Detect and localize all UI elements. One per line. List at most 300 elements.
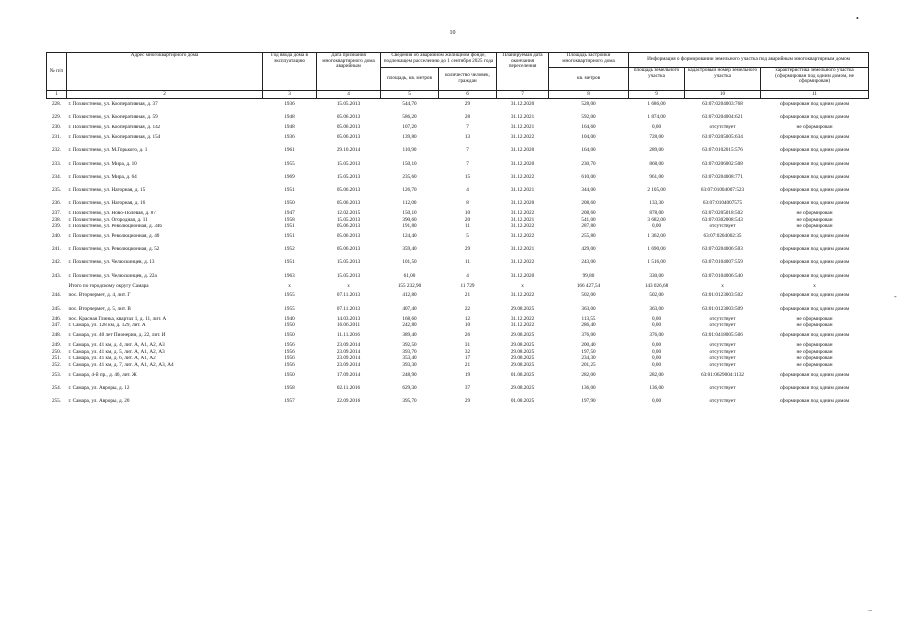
row-planned-date: 29.08.2025 bbox=[510, 361, 535, 368]
row-emergency-date: 15.05.2013 bbox=[336, 272, 361, 279]
row-fund-area: 395,70 bbox=[402, 397, 417, 404]
row-cadastre: 63:07:0204004:621 bbox=[702, 114, 743, 121]
row-cadastre: 63:07:0104007575 bbox=[702, 200, 743, 207]
row-land-area: 133,30 bbox=[649, 200, 664, 207]
row-fund-area: 629,30 bbox=[402, 384, 417, 391]
row-cadastre: 63:01:0123003:509 bbox=[702, 305, 743, 312]
row-fund-area: 112,00 bbox=[402, 200, 417, 207]
row-address: г. Похвистнево, ул. Нагорная, д. 15 bbox=[68, 186, 146, 193]
row-emergency-date: 17.09.2014 bbox=[336, 371, 361, 378]
row-year: x bbox=[288, 282, 291, 289]
row-build-area: 197,90 bbox=[581, 397, 596, 404]
row-cadastre: 63:07:0102015:576 bbox=[702, 147, 743, 154]
row-planned-date: 31.12.2022 bbox=[510, 259, 535, 266]
row-emergency-date: 12.02.2015 bbox=[336, 210, 361, 217]
row-year: 1957 bbox=[284, 397, 295, 404]
row-land-area: 2 105,00 bbox=[647, 186, 666, 193]
row-land-char: сформирован под одним домом bbox=[779, 246, 850, 253]
row-fund-area: 168,60 bbox=[402, 315, 417, 322]
table-row bbox=[47, 99, 869, 112]
row-cadastre: отсутствует bbox=[709, 361, 736, 368]
row-land-char: не сформирован bbox=[796, 124, 833, 131]
table-row bbox=[47, 329, 869, 342]
table-row bbox=[47, 125, 869, 132]
row-cadastre: 63:07:0205018:502 bbox=[702, 210, 743, 217]
row-people: 20 bbox=[464, 216, 471, 223]
header-build-area: Площадь застройки многоквартирного дома bbox=[549, 53, 629, 68]
row-build-area: 208,60 bbox=[581, 200, 596, 207]
row-year: 1952 bbox=[284, 246, 295, 253]
table-row bbox=[47, 257, 869, 270]
row-year: 1951 bbox=[284, 233, 295, 240]
row-people: 32 bbox=[464, 348, 471, 355]
table-row bbox=[47, 362, 869, 369]
table-row bbox=[47, 145, 869, 158]
row-year: 1958 bbox=[284, 216, 295, 223]
row-planned-date: 31.12.2022 bbox=[510, 210, 535, 217]
row-year: 1951 bbox=[284, 259, 295, 266]
row-address: г. Похвистнево, ул. Революционная, д. 52 bbox=[68, 246, 160, 253]
row-build-area: 201,25 bbox=[581, 361, 596, 368]
row-number: 235. bbox=[51, 186, 62, 193]
row-people: 12 bbox=[464, 315, 471, 322]
row-land-area: 0,00 bbox=[651, 361, 662, 368]
row-build-area: 136,00 bbox=[581, 384, 596, 391]
row-address: г. Самара, ул. 41 км, д. 4, лит. А, А1, А2, А3 bbox=[68, 342, 165, 348]
row-planned-date: 31.12.2022 bbox=[510, 315, 535, 322]
margin-mark-middle: - bbox=[894, 292, 897, 301]
row-number: 244. bbox=[51, 292, 62, 299]
row-address: Итого по городскому округу Самара bbox=[68, 283, 149, 289]
row-people: 22 bbox=[464, 305, 471, 312]
row-emergency-date: 02.11.2016 bbox=[336, 384, 361, 391]
row-build-area: 164,60 bbox=[581, 124, 596, 131]
row-cadastre: 63:01:0418005:506 bbox=[702, 332, 743, 339]
col-index: 2 bbox=[67, 91, 263, 99]
row-cadastre: 63:07:0302008:543 bbox=[702, 216, 743, 223]
row-number: 250. bbox=[51, 348, 62, 355]
col-index: 1 bbox=[47, 91, 67, 99]
row-address: г. Похвистнево, ул. Мира, д. 64 bbox=[68, 173, 137, 180]
row-cadastre: 63:07:0204006:503 bbox=[702, 246, 743, 253]
row-address: г. Самара, 4-й пр., д. 46, лит. Ж bbox=[68, 371, 137, 378]
row-people: 4 bbox=[466, 272, 469, 279]
row-people: 7 bbox=[466, 124, 469, 131]
row-build-area: 610,00 bbox=[581, 173, 596, 180]
table-row bbox=[47, 244, 869, 257]
row-year: 1948 bbox=[284, 114, 295, 121]
row-land-char: не сформирован bbox=[796, 223, 833, 230]
row-fund-area: 359,40 bbox=[402, 246, 417, 253]
row-land-char: сформирован под одним домом bbox=[779, 134, 850, 141]
row-build-area: 541,00 bbox=[581, 216, 596, 223]
row-cadastre: отсутствует bbox=[709, 397, 736, 404]
row-year: 1955 bbox=[284, 292, 295, 299]
row-year: 1947 bbox=[284, 210, 295, 217]
row-build-area: 528,00 bbox=[581, 101, 596, 108]
row-build-area: 164,00 bbox=[581, 147, 596, 154]
row-land-area: 502,00 bbox=[649, 292, 664, 299]
table-row bbox=[47, 171, 869, 184]
row-land-area: 961,00 bbox=[649, 173, 664, 180]
row-land-area: 878,00 bbox=[649, 210, 664, 217]
row-emergency-date: 14.03.2013 bbox=[336, 315, 361, 322]
row-planned-date: 01.08.2025 bbox=[510, 371, 535, 378]
row-land-char: не сформирован bbox=[796, 341, 833, 348]
table-row bbox=[47, 230, 869, 243]
row-land-area: 1 690,00 bbox=[647, 246, 666, 253]
row-address: г. Похвистнево, ул. М.Горького, д. 1 bbox=[68, 147, 148, 154]
row-emergency-date: 15.05.2013 bbox=[336, 160, 361, 167]
page-number: 10 bbox=[449, 30, 456, 36]
row-land-area: 868,00 bbox=[649, 160, 664, 167]
row-cadastre: 63:07:0204003:768 bbox=[702, 101, 743, 108]
row-address: г. Самара, ул. 41 км, д. 5, лит. А, А1, А2, А3 bbox=[68, 349, 165, 355]
row-people: 17 bbox=[464, 355, 471, 362]
row-address: г. Похвистнево, ул. Революционная, д. 40 bbox=[68, 233, 160, 240]
table-row bbox=[47, 131, 869, 144]
row-planned-date: 29.08.2025 bbox=[510, 348, 535, 355]
row-emergency-date: 23.09.2014 bbox=[336, 341, 361, 348]
row-cadastre: 63:07:0104007:559 bbox=[702, 259, 743, 266]
row-number: 255. bbox=[51, 397, 62, 404]
row-year: 1956 bbox=[284, 348, 295, 355]
table-row bbox=[47, 184, 869, 197]
row-land-area: 330,00 bbox=[649, 272, 664, 279]
row-land-char: не сформирован bbox=[796, 355, 833, 362]
row-land-char: не сформирован bbox=[796, 210, 833, 217]
row-build-area: 230,70 bbox=[581, 160, 596, 167]
row-planned-date: 31.12.2021 bbox=[510, 114, 535, 121]
row-land-char: не сформирован bbox=[796, 216, 833, 223]
row-emergency-date: 16.06.2011 bbox=[336, 322, 361, 329]
header-build-unit: кв. метров bbox=[549, 68, 629, 91]
row-build-area: 344,00 bbox=[581, 186, 596, 193]
row-fund-area: 150,10 bbox=[402, 160, 417, 167]
row-emergency-date: 23.09.2014 bbox=[336, 361, 361, 368]
row-address: г. Самара, ул. 41 км, д. 7, лит. А, А1, А2, А3, А4 bbox=[68, 362, 174, 368]
header-land-info: Информация о формировании земельного участка под аварийным многоквартирным домом bbox=[629, 53, 869, 68]
row-number: 241. bbox=[51, 246, 62, 253]
row-emergency-date: 23.09.2014 bbox=[336, 348, 361, 355]
row-year: 1936 bbox=[284, 101, 295, 108]
row-land-area: 0,00 bbox=[651, 397, 662, 404]
row-land-char: не сформирован bbox=[796, 322, 833, 329]
header-planned-date: Планируемая дата окончания переселения bbox=[497, 53, 549, 91]
row-fund-area: 393,30 bbox=[402, 361, 417, 368]
row-address: г. Похвистнево, ул. Мира, д. 10 bbox=[68, 160, 137, 167]
row-land-char: сформирован под одним домом bbox=[779, 101, 850, 108]
row-number: 246. bbox=[51, 315, 62, 322]
table-row bbox=[47, 211, 869, 218]
row-number: 237. bbox=[51, 210, 62, 217]
row-fund-area: 126,70 bbox=[402, 186, 417, 193]
row-build-area: 166 427,54 bbox=[576, 282, 601, 289]
row-people: 19 bbox=[464, 371, 471, 378]
row-address: пос. Вторчермет, д. 5, лит. В bbox=[68, 305, 131, 312]
row-people: 7 bbox=[466, 147, 469, 154]
row-cadastre: 63:07:0104006:540 bbox=[702, 272, 743, 279]
table-row bbox=[47, 112, 869, 125]
row-planned-date: 31.12.2020 bbox=[510, 160, 535, 167]
row-planned-date: 31.12.2022 bbox=[510, 223, 535, 230]
row-land-char: сформирован под одним домом bbox=[779, 186, 850, 193]
row-emergency-date: 07.11.2013 bbox=[336, 305, 361, 312]
row-number: 234. bbox=[51, 173, 62, 180]
row-year: 1955 bbox=[284, 160, 295, 167]
row-fund-area: 191,80 bbox=[402, 223, 417, 230]
row-build-area: 243,00 bbox=[581, 259, 596, 266]
row-people: 10 bbox=[464, 322, 471, 329]
row-emergency-date: 23.09.2014 bbox=[336, 355, 361, 362]
row-land-area: 136,00 bbox=[649, 384, 664, 391]
row-land-char: не сформирован bbox=[796, 361, 833, 368]
row-land-area: 0,00 bbox=[651, 355, 662, 362]
row-people: 31 bbox=[464, 341, 471, 348]
row-year: 1956 bbox=[284, 361, 295, 368]
row-fund-area: 390,60 bbox=[402, 216, 417, 223]
row-year: 1958 bbox=[284, 384, 295, 391]
row-build-area: 99,80 bbox=[582, 272, 595, 279]
header-fund-people: количество человек, граждан bbox=[439, 68, 497, 91]
row-emergency-date: x bbox=[347, 282, 350, 289]
row-number: 230. bbox=[51, 124, 62, 131]
row-people: 29 bbox=[464, 397, 471, 404]
row-land-char: сформирован под одним домом bbox=[779, 272, 850, 279]
row-people: 11 bbox=[465, 223, 470, 230]
row-number: 240. bbox=[51, 233, 62, 240]
row-number: 252. bbox=[51, 361, 62, 368]
row-land-area: 143 026,68 bbox=[644, 282, 669, 289]
row-land-area: 289,00 bbox=[649, 147, 664, 154]
col-index: 5 bbox=[381, 91, 439, 99]
row-address: г. Похвистнево, ул. Челюскинцев, д. 22а bbox=[68, 272, 157, 279]
row-number: 253. bbox=[51, 371, 62, 378]
row-cadastre: отсутствует bbox=[709, 384, 736, 391]
table-row bbox=[47, 356, 869, 363]
row-build-area: 429,00 bbox=[581, 246, 596, 253]
table-row bbox=[47, 316, 869, 323]
row-planned-date: 29.08.2025 bbox=[510, 384, 535, 391]
row-emergency-date: 05.06.2013 bbox=[336, 233, 361, 240]
row-build-area: 113,55 bbox=[581, 315, 596, 322]
row-fund-area: 242,80 bbox=[402, 322, 417, 329]
row-land-char: сформирован под одним домом bbox=[779, 147, 850, 154]
row-fund-area: 393,70 bbox=[402, 348, 417, 355]
row-emergency-date: 15.05.2013 bbox=[336, 216, 361, 223]
row-land-char: x bbox=[813, 282, 816, 289]
row-land-area: 0,00 bbox=[651, 223, 662, 230]
row-people: 29 bbox=[464, 101, 471, 108]
row-land-area: 0,00 bbox=[651, 315, 662, 322]
row-build-area: 592,00 bbox=[581, 114, 596, 121]
row-number: 236. bbox=[51, 200, 62, 207]
row-planned-date: 31.12.2022 bbox=[510, 233, 535, 240]
row-land-area: 0,00 bbox=[651, 124, 662, 131]
row-year: 1940 bbox=[284, 315, 295, 322]
row-cadastre: отсутствует bbox=[709, 124, 736, 131]
row-planned-date: 31.12.2022 bbox=[510, 134, 535, 141]
col-index: 7 bbox=[497, 91, 549, 99]
row-land-area: 0,00 bbox=[651, 341, 662, 348]
row-planned-date: 31.12.2020 bbox=[510, 147, 535, 154]
col-index: 11 bbox=[761, 91, 869, 99]
row-build-area: 287,80 bbox=[581, 223, 596, 230]
row-number: 228. bbox=[51, 101, 62, 108]
header-land-char: характеристика земельного участка (сформирован под одним домом, не сформирован) bbox=[761, 68, 869, 91]
row-year: 1955 bbox=[284, 305, 295, 312]
row-emergency-date: 15.05.2013 bbox=[336, 101, 361, 108]
row-emergency-date: 05.06.2013 bbox=[336, 246, 361, 253]
row-address: г. Самара, ул. 41 км, д. 6, лит. А, А1, А2 bbox=[68, 355, 156, 362]
table-row bbox=[47, 382, 869, 395]
row-cadastre: 63:07:0205005:634 bbox=[702, 134, 743, 141]
row-land-char: сформирован под одним домом bbox=[779, 200, 850, 207]
row-cadastre: 63:07:0204008:771 bbox=[702, 173, 743, 180]
row-build-area: 104,00 bbox=[581, 134, 596, 141]
row-planned-date: 31.12.2022 bbox=[510, 322, 535, 329]
row-number: 229. bbox=[51, 114, 62, 121]
row-emergency-date: 05.06.2013 bbox=[336, 114, 361, 121]
row-cadastre: 63:01:0629004:1132 bbox=[700, 371, 745, 378]
margin-mark-bottom: − bbox=[868, 606, 873, 615]
row-fund-area: 101,50 bbox=[402, 259, 417, 266]
row-land-char: сформирован под одним домом bbox=[779, 292, 850, 299]
row-number: 242. bbox=[51, 259, 62, 266]
table-row bbox=[47, 323, 869, 330]
row-year: 1963 bbox=[284, 272, 295, 279]
row-planned-date: 31.12.2020 bbox=[510, 101, 535, 108]
row-number: 238. bbox=[51, 216, 62, 223]
table-row bbox=[47, 158, 869, 171]
col-index: 9 bbox=[629, 91, 685, 99]
table-row bbox=[47, 395, 869, 408]
row-emergency-date: 07.11.2013 bbox=[336, 292, 361, 299]
row-land-char: сформирован под одним домом bbox=[779, 173, 850, 180]
row-year: 1950 bbox=[284, 322, 295, 329]
row-address: г. Самара, ул. Авроры, д. 12 bbox=[68, 384, 130, 391]
row-planned-date: 31.12.2022 bbox=[510, 173, 535, 180]
row-number: 239. bbox=[51, 223, 62, 230]
row-number: 233. bbox=[51, 160, 62, 167]
row-year: 1936 bbox=[284, 134, 295, 141]
table-row bbox=[47, 369, 869, 382]
row-fund-area: 353,40 bbox=[402, 355, 417, 362]
row-land-area: 376,00 bbox=[649, 332, 664, 339]
row-cadastre: 63:01:0123003:502 bbox=[702, 292, 743, 299]
row-people: 4 bbox=[466, 186, 469, 193]
row-land-area: 1 516,00 bbox=[647, 259, 666, 266]
row-address: г. Похвистнево, ул. Огородная, д. 11 bbox=[68, 217, 148, 223]
row-cadastre: 63:07:0206002:508 bbox=[702, 160, 743, 167]
row-cadastre: x bbox=[721, 282, 724, 289]
row-land-area: 728,00 bbox=[649, 134, 664, 141]
row-fund-area: 248,90 bbox=[402, 371, 417, 378]
row-people: 29 bbox=[464, 246, 471, 253]
row-planned-date: 31.12.2021 bbox=[510, 216, 535, 223]
row-land-char: сформирован под одним домом bbox=[779, 371, 850, 378]
col-index: 10 bbox=[685, 91, 761, 99]
row-build-area: 363,00 bbox=[581, 305, 596, 312]
row-planned-date: 29.08.2025 bbox=[510, 305, 535, 312]
row-planned-date: 01.08.2025 bbox=[510, 397, 535, 404]
row-land-char: сформирован под одним домом bbox=[779, 233, 850, 240]
row-people: 28 bbox=[464, 114, 471, 121]
row-people: 11 729 bbox=[460, 282, 475, 289]
row-number: 231. bbox=[51, 134, 62, 141]
table-header bbox=[47, 53, 869, 99]
row-build-area: 200,40 bbox=[581, 341, 596, 348]
row-land-area: 282,00 bbox=[649, 371, 664, 378]
row-address: г. Похвистнево, ул. Нагорная, д. 16 bbox=[68, 200, 146, 207]
row-number: 251. bbox=[51, 355, 62, 362]
row-cadastre: отсутствует bbox=[709, 341, 736, 348]
row-fund-area: 150,10 bbox=[402, 210, 417, 217]
row-emergency-date: 05.06.2013 bbox=[336, 124, 361, 131]
col-index: 6 bbox=[439, 91, 497, 99]
row-emergency-date: 29.10.2014 bbox=[336, 147, 361, 154]
row-land-char: не сформирован bbox=[796, 348, 833, 355]
row-land-area: 1 686,00 bbox=[647, 101, 666, 108]
row-address: пос. Красная Глинка, квартал 1, д. 11, лит. А bbox=[68, 316, 167, 322]
row-year: 1956 bbox=[284, 355, 295, 362]
table-row bbox=[47, 303, 869, 316]
row-land-char: сформирован под одним домом bbox=[779, 384, 850, 391]
table-row bbox=[47, 197, 869, 210]
row-emergency-date: 05.06.2013 bbox=[336, 186, 361, 193]
row-people: 26 bbox=[464, 332, 471, 339]
row-emergency-date: 15.05.2013 bbox=[336, 259, 361, 266]
header-land-area: площадь земельного участка bbox=[629, 68, 685, 91]
row-people: 21 bbox=[464, 292, 471, 299]
row-number: 245. bbox=[51, 305, 62, 312]
row-address: пос. Вторчермет, д. 4, лит. Г bbox=[68, 292, 131, 299]
row-address: г. Похвистнево, ул. Кооперативная, д. 37 bbox=[68, 101, 158, 108]
col-index: 8 bbox=[549, 91, 629, 99]
header-year: Год ввода дома в эксплуатацию bbox=[263, 53, 317, 91]
row-land-area: 3 682,00 bbox=[647, 216, 666, 223]
table-row bbox=[47, 342, 869, 349]
margin-mark-top: • bbox=[856, 14, 859, 23]
row-planned-date: 31.12.2021 bbox=[510, 246, 535, 253]
row-people: 7 bbox=[466, 160, 469, 167]
row-people: 21 bbox=[464, 361, 471, 368]
table-row bbox=[47, 270, 869, 283]
row-people: 5 bbox=[466, 233, 469, 240]
row-cadastre: отсутствует bbox=[709, 348, 736, 355]
row-land-char: сформирован под одним домом bbox=[779, 332, 850, 339]
row-cadastre: отсутствует bbox=[709, 355, 736, 362]
row-number: 247. bbox=[51, 322, 62, 329]
row-fund-area: 407,40 bbox=[402, 305, 417, 312]
table-row bbox=[47, 224, 869, 231]
row-land-area: 1 874,00 bbox=[647, 114, 666, 121]
row-fund-area: 412,80 bbox=[402, 292, 417, 299]
row-address: г. Похвистнево, ул. Революционная, д. 34б bbox=[68, 223, 163, 230]
row-fund-area: 586,20 bbox=[402, 114, 417, 121]
row-people: 10 bbox=[464, 210, 471, 217]
row-fund-area: 110,90 bbox=[402, 147, 417, 154]
row-land-area: 363,00 bbox=[649, 305, 664, 312]
row-year: 1948 bbox=[284, 124, 295, 131]
row-build-area: 197,50 bbox=[581, 348, 596, 355]
row-build-area: 234,30 bbox=[581, 355, 596, 362]
row-land-char: сформирован под одним домом bbox=[779, 160, 850, 167]
row-land-char: сформирован под одним домом bbox=[779, 305, 850, 312]
row-emergency-date: 15.05.2013 bbox=[336, 173, 361, 180]
row-year: 1951 bbox=[284, 186, 295, 193]
row-fund-area: 124,40 bbox=[402, 233, 417, 240]
